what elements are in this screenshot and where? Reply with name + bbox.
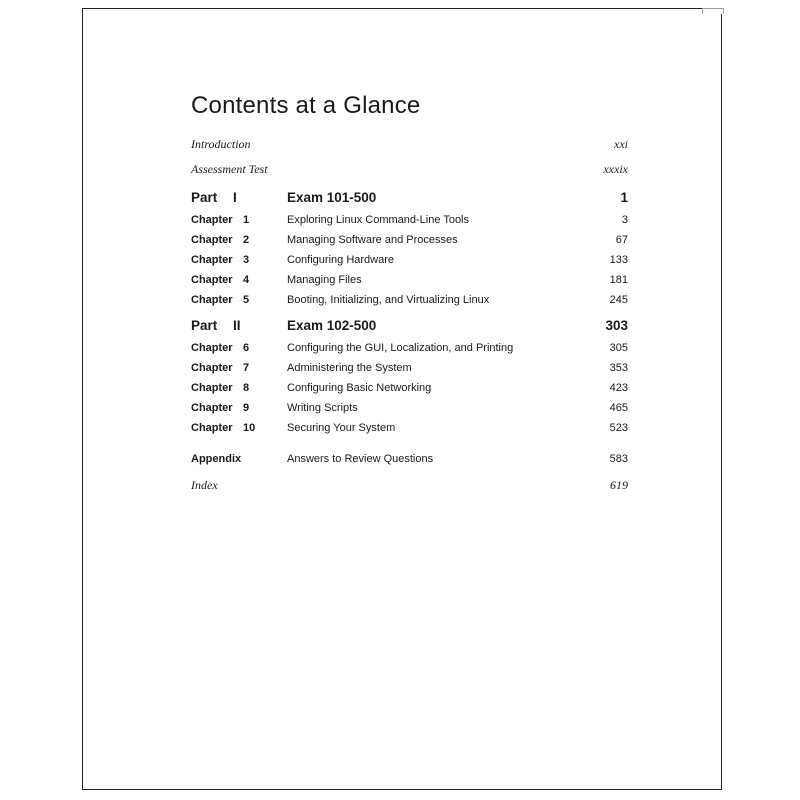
- chapter-number: 4: [243, 274, 250, 286]
- chapter-number: 10: [243, 422, 256, 434]
- toc-entry-label: Assessment Test: [191, 162, 268, 176]
- toc-chapter-5: [191, 294, 628, 312]
- chapter-title: Managing Software and Processes: [287, 234, 458, 246]
- chapter-title: Configuring the GUI, Localization, and Printing: [287, 342, 514, 354]
- chapter-page: 353: [609, 362, 628, 374]
- toc-entry-page: xxxix: [603, 162, 628, 176]
- page-title: Contents at a Glance: [191, 92, 421, 119]
- chapter-label: Chapter: [191, 214, 233, 226]
- chapter-title: Configuring Basic Networking: [287, 382, 432, 394]
- chapter-page: 465: [609, 402, 628, 414]
- chapter-page: 245: [609, 294, 628, 306]
- part-number: I: [233, 190, 237, 205]
- toc-chapter-8: [191, 382, 628, 400]
- toc-chapter-3: [191, 254, 628, 272]
- chapter-page: 523: [609, 422, 628, 434]
- chapter-number: 2: [243, 234, 250, 246]
- chapter-label: Chapter: [191, 382, 233, 394]
- chapter-page: 181: [609, 274, 628, 286]
- chapter-label: Chapter: [191, 294, 233, 306]
- chapter-label: Chapter: [191, 362, 233, 374]
- toc-entry-label: Index: [191, 478, 218, 492]
- chapter-page: 67: [615, 234, 628, 246]
- part-page: 303: [605, 318, 628, 333]
- chapter-title: Securing Your System: [287, 422, 396, 434]
- toc-chapter-1: [191, 214, 628, 232]
- chapter-label: Chapter: [191, 254, 233, 266]
- toc-part-1: [191, 190, 628, 208]
- part-title: Exam 102-500: [287, 318, 377, 333]
- toc-entry-page: 619: [610, 478, 628, 492]
- toc-entry-assessment-test: [191, 162, 628, 180]
- chapter-title: Managing Files: [287, 274, 362, 286]
- toc-appendix: [191, 453, 628, 471]
- toc-entry-introduction: [191, 137, 628, 155]
- chapter-number: 8: [243, 382, 250, 394]
- chapter-label: Chapter: [191, 234, 233, 246]
- part-title: Exam 101-500: [287, 190, 377, 205]
- chapter-title: Booting, Initializing, and Virtualizing Linux: [287, 294, 490, 306]
- toc-chapter-4: [191, 274, 628, 292]
- chapter-label: Chapter: [191, 342, 233, 354]
- toc-chapter-10: [191, 422, 628, 440]
- chapter-number: 7: [243, 362, 250, 374]
- part-label: Part: [191, 190, 218, 205]
- chapter-label: Chapter: [191, 274, 233, 286]
- chapter-number: 6: [243, 342, 250, 354]
- chapter-number: 1: [243, 214, 250, 226]
- toc-entry-page: xxi: [614, 137, 628, 151]
- chapter-page: 305: [609, 342, 628, 354]
- toc-chapter-9: [191, 402, 628, 420]
- part-label: Part: [191, 318, 218, 333]
- chapter-label: Chapter: [191, 422, 233, 434]
- chapter-number: 5: [243, 294, 250, 306]
- toc-chapter-6: [191, 342, 628, 360]
- chapter-number: 9: [243, 402, 250, 414]
- toc-part-2: [191, 318, 628, 336]
- chapter-label: Chapter: [191, 402, 233, 414]
- chapter-title: Administering the System: [287, 362, 412, 374]
- toc-entry-index: [191, 478, 628, 496]
- part-page: 1: [620, 190, 628, 205]
- appendix-label: Appendix: [191, 453, 242, 465]
- page-corner-mark: [702, 8, 724, 14]
- toc-chapter-2: [191, 234, 628, 252]
- chapter-title: Configuring Hardware: [287, 254, 394, 266]
- chapter-page: 3: [621, 214, 628, 226]
- chapter-title: Writing Scripts: [287, 402, 358, 414]
- appendix-title: Answers to Review Questions: [287, 453, 434, 465]
- toc-chapter-7: [191, 362, 628, 380]
- chapter-number: 3: [243, 254, 250, 266]
- chapter-title: Exploring Linux Command-Line Tools: [287, 214, 470, 226]
- chapter-page: 423: [609, 382, 628, 394]
- toc-entry-label: Introduction: [191, 137, 251, 151]
- part-number: II: [233, 318, 241, 333]
- chapter-page: 133: [609, 254, 628, 266]
- appendix-page: 583: [609, 453, 628, 465]
